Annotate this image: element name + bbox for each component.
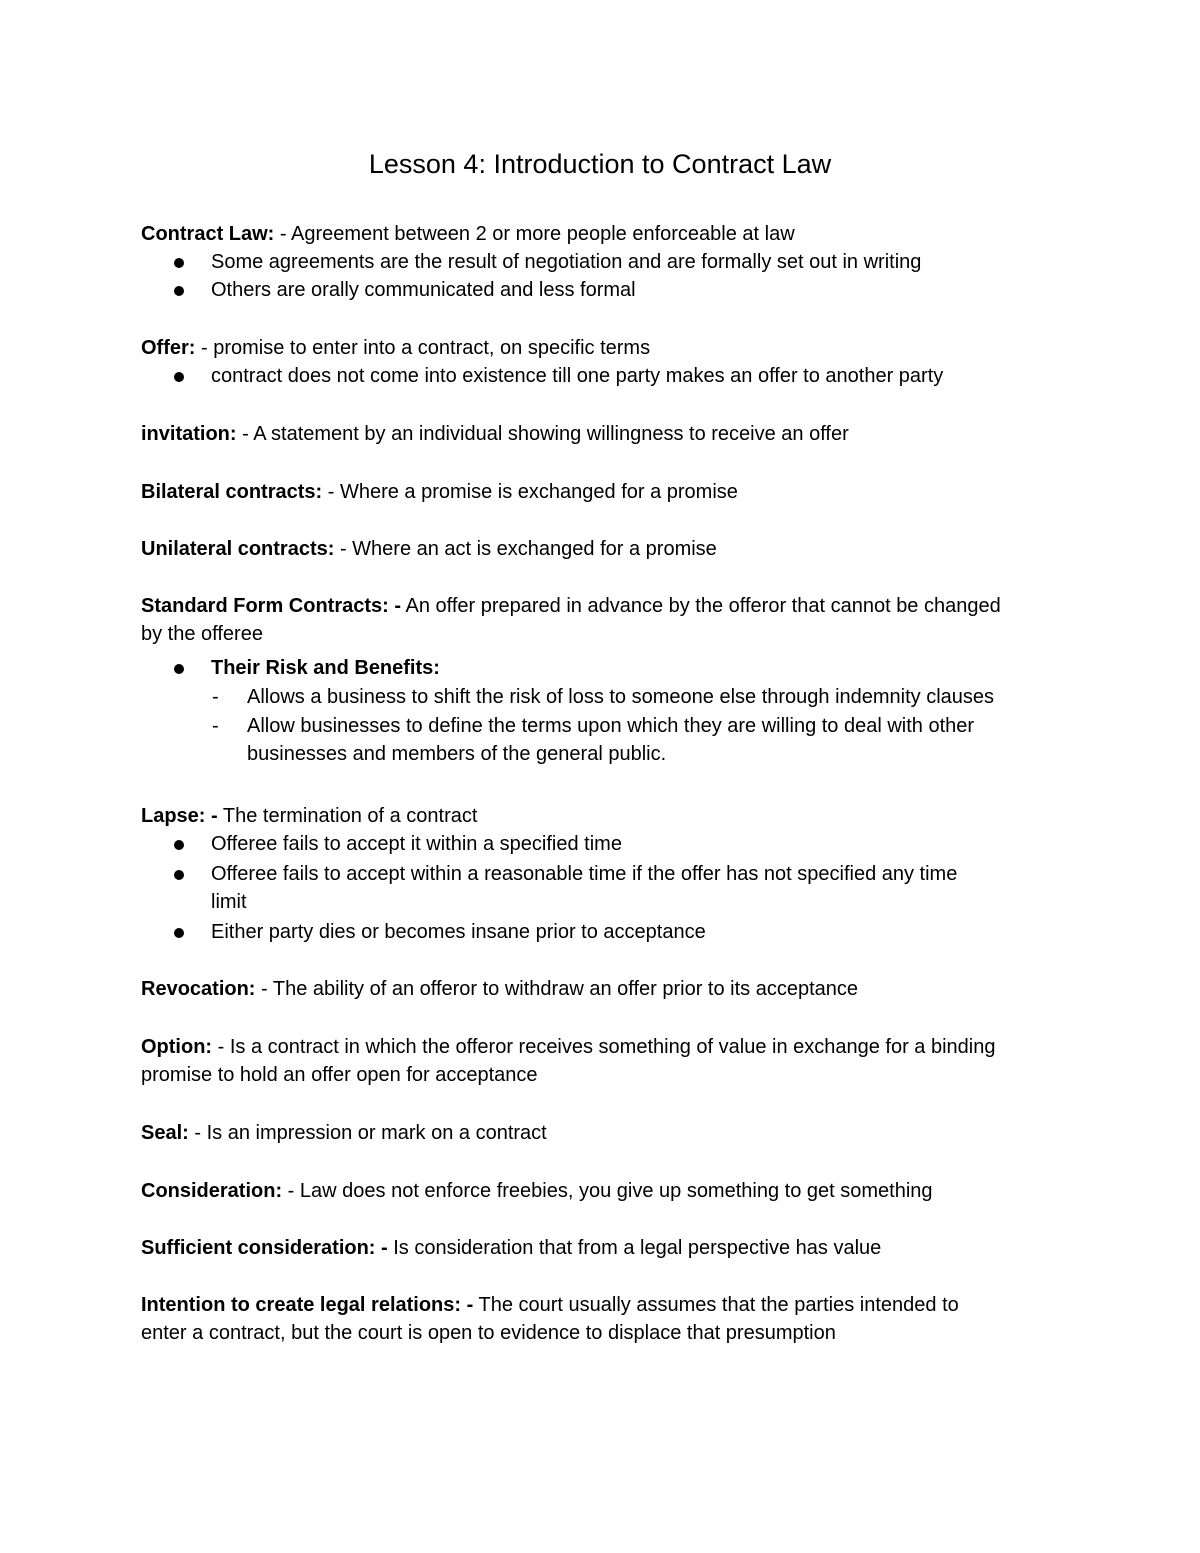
seal-text: - Is an impression or mark on a contract [188, 1122, 547, 1144]
standard-form-definition [141, 592, 1001, 620]
risk-benefits-heading: Their Risk and Benefits: [211, 657, 440, 679]
consideration-definition [141, 1177, 933, 1205]
intention-text-continued: enter a contract, but the court is open to evidence to displace that presumption [141, 1322, 836, 1344]
lapse-term: Lapse: - [141, 805, 218, 827]
consideration-text: - Law does not enforce freebies, you give up something to get something [282, 1180, 933, 1202]
list-item: Allows a business to shift the risk of loss to someone else through indemnity clauses [247, 686, 995, 708]
invitation-definition [141, 420, 849, 448]
revocation-definition [141, 975, 858, 1003]
invitation-text: - A statement by an individual showing willingness to receive an offer [236, 423, 849, 445]
intention-text: The court usually assumes that the parties intended to [473, 1294, 959, 1316]
sufficient-consideration-definition [141, 1234, 881, 1262]
contract-law-text: - Agreement between 2 or more people enforceable at law [274, 223, 795, 245]
bullet-icon [174, 286, 184, 296]
bilateral-term: Bilateral contracts: [141, 481, 323, 503]
offer-definition [141, 334, 650, 362]
bullet-icon [174, 840, 184, 850]
list-item-continued: businesses and members of the general public. [247, 743, 667, 765]
bullet-icon [174, 372, 184, 382]
intention-term: Intention to create legal relations: - [141, 1294, 474, 1316]
list-item-continued: limit [211, 891, 247, 913]
unilateral-term: Unilateral contracts: [141, 538, 335, 560]
unilateral-text: - Where an act is exchanged for a promise [334, 538, 717, 560]
unilateral-definition [141, 535, 717, 563]
list-item: contract does not come into existence till one party makes an offer to another party [211, 365, 944, 387]
bilateral-definition [141, 478, 738, 506]
dash-marker: - [212, 715, 219, 737]
lapse-definition [141, 802, 477, 830]
seal-definition [141, 1119, 547, 1147]
bullet-icon [174, 870, 184, 880]
option-text-continued: promise to hold an offer open for acceptance [141, 1064, 538, 1086]
sufficient-consideration-text: Is consideration that from a legal perspective has value [387, 1237, 882, 1259]
contract-law-definition [141, 220, 795, 248]
list-item: Allow businesses to define the terms upon which they are willing to deal with other [247, 715, 975, 737]
revocation-term: Revocation: [141, 978, 256, 1000]
bullet-icon [174, 928, 184, 938]
list-item: Offeree fails to accept within a reasonable time if the offer has not specified any time [211, 863, 958, 885]
option-text: - Is a contract in which the offeror receives something of value in exchange for a binding [212, 1036, 996, 1058]
bullet-icon [174, 664, 184, 674]
lapse-text: The termination of a contract [217, 805, 478, 827]
dash-marker: - [212, 686, 219, 708]
list-item: Either party dies or becomes insane prior to acceptance [211, 921, 706, 943]
standard-form-text-continued: by the offeree [141, 623, 263, 645]
intention-definition [141, 1291, 959, 1319]
standard-form-term: Standard Form Contracts: - [141, 595, 402, 617]
bullet-icon [174, 258, 184, 268]
revocation-text: - The ability of an offeror to withdraw an offer prior to its acceptance [255, 978, 859, 1000]
list-item: Others are orally communicated and less formal [211, 279, 636, 301]
option-definition [141, 1033, 996, 1061]
offer-term: Offer: [141, 337, 196, 359]
offer-text: - promise to enter into a contract, on specific terms [195, 337, 651, 359]
page-title: Lesson 4: Introduction to Contract Law [368, 149, 832, 179]
sufficient-consideration-term: Sufficient consideration: - [141, 1237, 388, 1259]
seal-term: Seal: [141, 1122, 189, 1144]
consideration-term: Consideration: [141, 1180, 283, 1202]
invitation-term: invitation: [141, 423, 237, 445]
standard-form-text: An offer prepared in advance by the offeror that cannot be changed [401, 595, 1001, 617]
contract-law-term: Contract Law: [141, 223, 275, 245]
bilateral-text: - Where a promise is exchanged for a promise [322, 481, 738, 503]
list-item: Offeree fails to accept it within a specified time [211, 833, 622, 855]
list-item: Some agreements are the result of negotiation and are formally set out in writing [211, 251, 922, 273]
option-term: Option: [141, 1036, 213, 1058]
